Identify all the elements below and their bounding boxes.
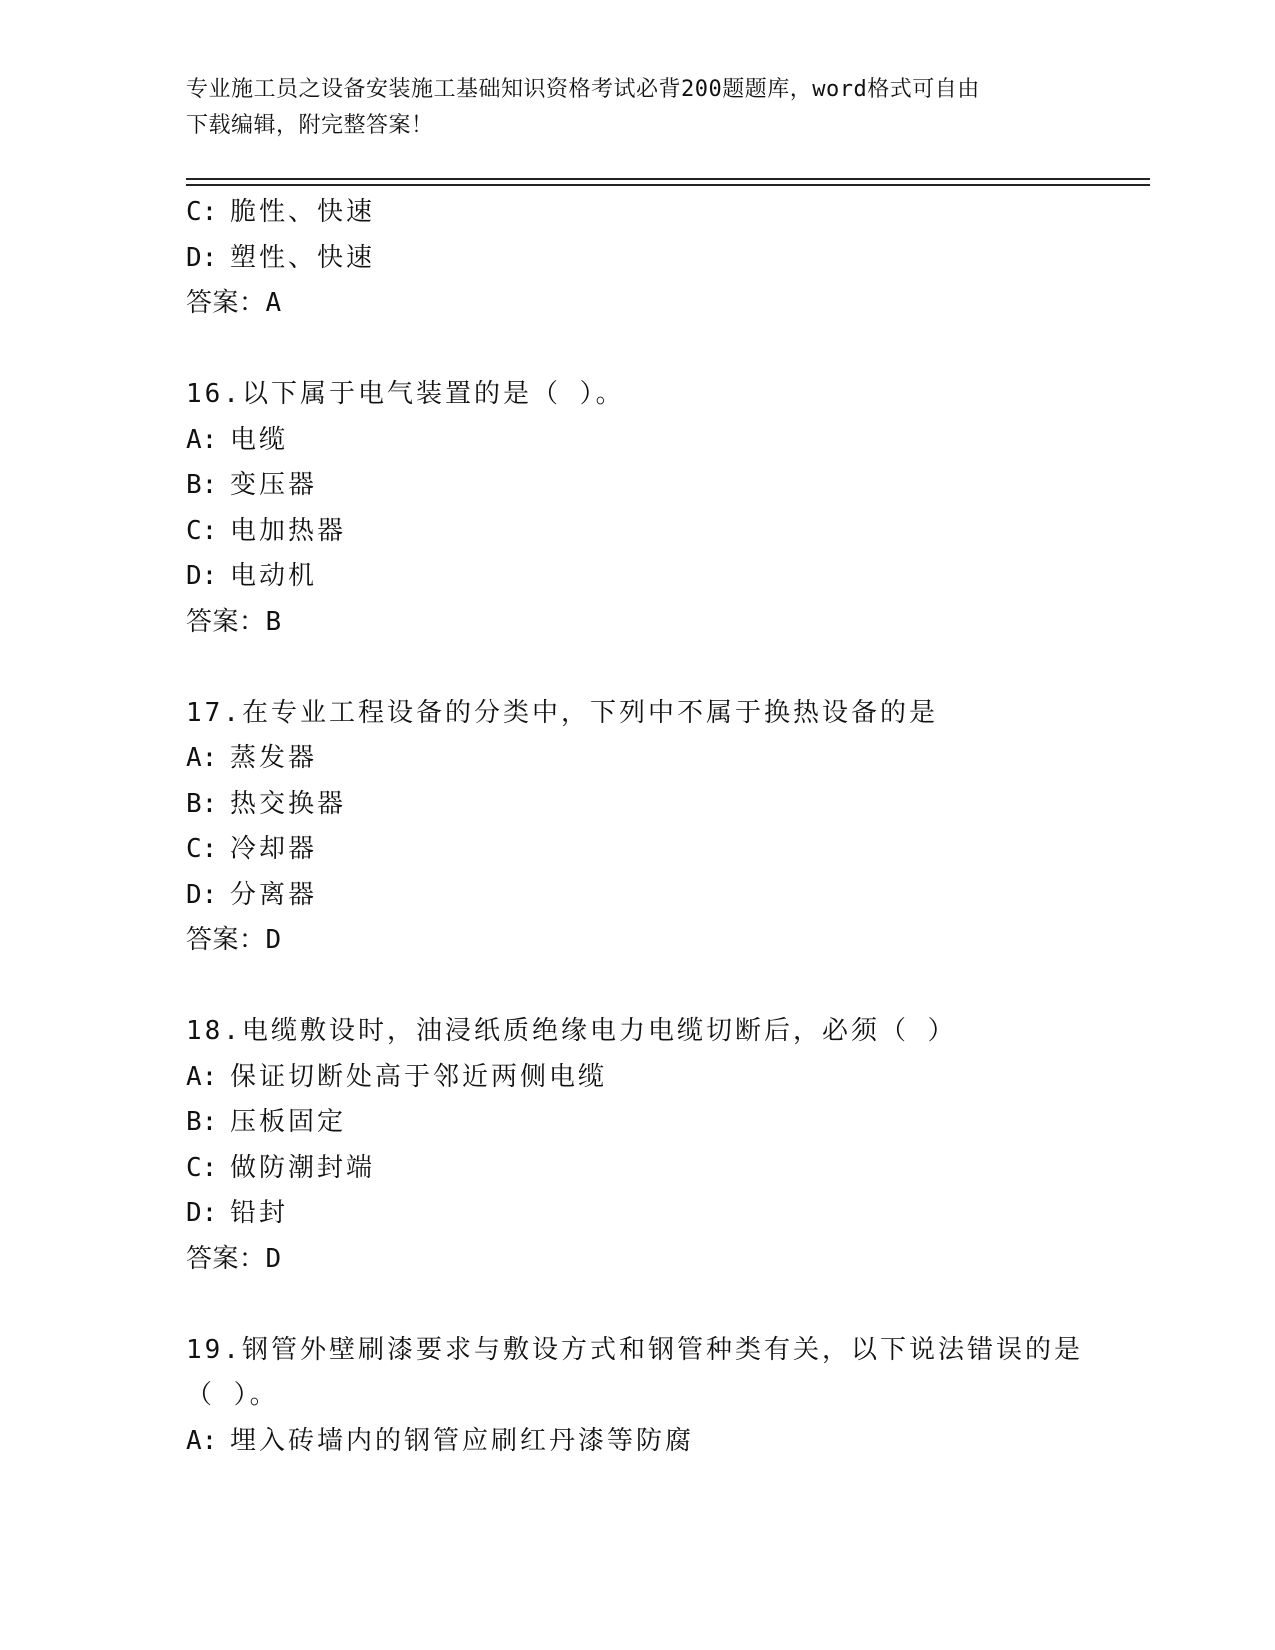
option-key: D:: [186, 1198, 218, 1228]
option-key: C:: [186, 515, 218, 546]
option-key: A:: [186, 743, 218, 773]
question-text: 以下属于电气装置的是（ ）。: [241, 379, 625, 409]
question-text-continued: （ ）。: [186, 1380, 279, 1410]
header-title-line-1: 专业施工员之设备安装施工基础知识资格考试必背200题题库，word格式可自由: [186, 77, 980, 102]
spacer: [186, 645, 1146, 691]
question-text: 钢管外壁刷漆要求与敷设方式和钢管种类有关，以下说法错误的是: [241, 1334, 1083, 1365]
option-text: 埋入砖墙内的钢管应刷红丹漆等防腐: [230, 1425, 695, 1456]
option-key: D:: [186, 879, 218, 910]
header-title-line-2: 下载编辑，附完整答案！: [186, 113, 434, 138]
option-text: 分离器: [230, 879, 318, 910]
option-text: 铅封: [230, 1198, 289, 1228]
question-16-option-a: [186, 418, 1146, 464]
option-key: A:: [186, 1425, 218, 1456]
option-key: B:: [186, 788, 218, 819]
question-18-option-d: [186, 1191, 1146, 1237]
option-text: 电缆: [230, 424, 289, 455]
question-17-option-a: [186, 736, 1146, 782]
question-18-option-a: [186, 1055, 1146, 1101]
question-18: [186, 1009, 1146, 1055]
question-number: 19.: [186, 1334, 242, 1365]
option-d-fragment: [186, 236, 1146, 282]
question-16: [186, 372, 1146, 418]
option-key: C:: [186, 1152, 218, 1183]
option-c-fragment: [186, 190, 1146, 236]
question-16-answer: 答案：B: [186, 606, 282, 637]
option-text: 电加热器: [230, 515, 347, 546]
question-17-answer: 答案：D: [186, 925, 282, 955]
question-number: 16.: [186, 379, 242, 409]
spacer: [186, 327, 1146, 373]
answer-fragment: 答案：A: [186, 288, 282, 318]
option-key: A:: [186, 1061, 218, 1092]
option-text: 压板固定: [230, 1107, 347, 1137]
question-number: 18.: [186, 1016, 242, 1046]
question-content: [186, 190, 1146, 1464]
spacer: [186, 1282, 1146, 1328]
question-19-option-a: [186, 1419, 1146, 1465]
option-text: 做防潮封端: [230, 1152, 376, 1183]
option-text: 冷却器: [230, 834, 318, 864]
question-18-answer: 答案：D: [186, 1243, 282, 1274]
header-rule-bottom: [186, 184, 1150, 186]
question-text: 在专业工程设备的分类中，下列中不属于换热设备的是: [241, 697, 938, 728]
question-19-line-2: [186, 1373, 1146, 1419]
option-key: D:: [186, 561, 218, 591]
option-key: C:: [186, 834, 218, 864]
spacer: [186, 964, 1146, 1010]
document-header: [186, 72, 1096, 144]
option-key: B:: [186, 1107, 218, 1137]
question-16-option-b: [186, 463, 1146, 509]
option-text: 变压器: [230, 470, 318, 500]
question-19-line-1: [186, 1328, 1146, 1374]
question-text: 电缆敷设时，油浸纸质绝缘电力电缆切断后，必须（ ）: [241, 1016, 957, 1046]
option-key: B:: [186, 470, 218, 500]
option-key: D:: [186, 242, 218, 273]
question-17-option-d: [186, 873, 1146, 919]
option-text: 蒸发器: [230, 743, 318, 773]
question-16-option-d: [186, 554, 1146, 600]
question-17-option-b: [186, 782, 1146, 828]
option-text: 脆性、快速: [230, 197, 376, 227]
question-17-option-c: [186, 827, 1146, 873]
question-number: 17.: [186, 697, 242, 728]
header-rule-top: [186, 178, 1150, 180]
option-key: A:: [186, 424, 218, 455]
option-text: 保证切断处高于邻近两侧电缆: [230, 1061, 608, 1092]
question-16-option-c: [186, 509, 1146, 555]
question-18-option-b: [186, 1100, 1146, 1146]
option-text: 电动机: [230, 561, 318, 591]
question-17: [186, 691, 1146, 737]
option-key: C:: [186, 197, 218, 227]
option-text: 塑性、快速: [230, 242, 376, 273]
option-text: 热交换器: [230, 788, 347, 819]
question-18-option-c: [186, 1146, 1146, 1192]
